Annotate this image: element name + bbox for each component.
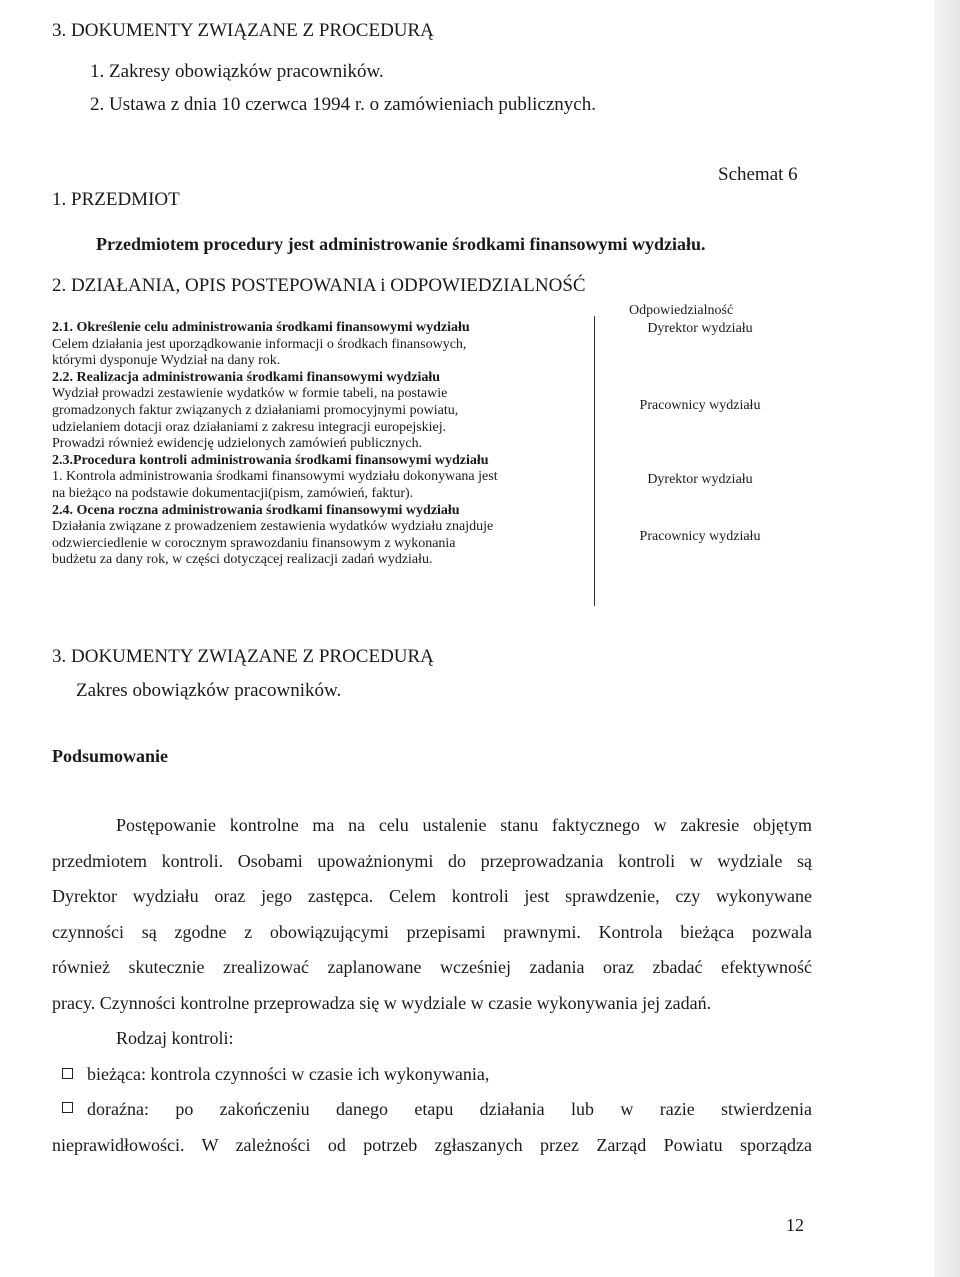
procedure-steps bbox=[52, 320, 592, 569]
step-text: udzielaniem dotacji oraz działaniami z zakresu integracji europejskiej. bbox=[52, 419, 447, 435]
column-divider bbox=[594, 316, 595, 606]
step-title: 2.1. Określenie celu administrowania środkami finansowymi wydziału bbox=[52, 320, 470, 335]
section2-heading: 2. DZIAŁANIA, OPIS POSTEPOWANIA i ODPOWIEDZIALNOŚĆ bbox=[52, 275, 586, 296]
responsible-step-4: Pracownicy wydziału bbox=[639, 529, 761, 544]
checkbox-bullet-icon bbox=[62, 1068, 73, 1079]
summary-line: pracy. Czynności kontrolne przeprowadza się w wydziale w czasie wykonywania jej zadań. bbox=[52, 992, 712, 1013]
step-text: Działania związane z prowadzeniem zestawienia wydatków wydziału znajduje bbox=[52, 519, 494, 535]
schema-label: Schemat 6 bbox=[718, 164, 798, 185]
step-text: budżetu za dany rok, w części dotyczącej realizacji zadań wydziału. bbox=[52, 552, 433, 568]
summary-paragraph bbox=[52, 808, 812, 1163]
step-title: 2.2. Realizacja administrowania środkami finansowymi wydziału bbox=[52, 369, 441, 385]
summary-line: Postępowanie kontrolne ma na celu ustalenie stanu faktycznego w zakresie objętym bbox=[116, 815, 812, 835]
page-edge-shadow bbox=[934, 0, 960, 1277]
section3-top-item-2: 2. Ustawa z dnia 10 czerwca 1994 r. o zamówieniach publicznych. bbox=[90, 94, 596, 115]
section3-bottom-heading: 3. DOKUMENTY ZWIĄZANE Z PROCEDURĄ bbox=[52, 646, 434, 667]
responsibility-header: Odpowiedzialność bbox=[629, 303, 734, 318]
summary-line: nieprawidłowości. W zależności od potrzeb zgłaszanych przez Zarząd Powiatu sporządza bbox=[52, 1134, 812, 1155]
responsible-step-1: Dyrektor wydziału bbox=[647, 321, 753, 336]
summary-heading: Podsumowanie bbox=[52, 746, 169, 766]
responsible-step-3: Dyrektor wydziału bbox=[647, 472, 753, 487]
bullet-item bbox=[52, 1092, 812, 1128]
responsible-step-2: Pracownicy wydziału bbox=[639, 398, 761, 413]
step-title: 2.4. Ocena roczna administrowania środkami finansowymi wydziału bbox=[52, 502, 460, 518]
step-text: którymi dysponuje Wydział na dany rok. bbox=[52, 353, 281, 369]
step-text: gromadzonych faktur związanych z działaniami promocyjnymi powiatu, bbox=[52, 402, 459, 418]
step-text: Wydział prowadzi zestawienie wydatków w formie tabeli, na postawie bbox=[52, 386, 448, 402]
step-text: odzwierciedlenie w corocznym sprawozdaniu finansowym z wykonania bbox=[52, 535, 456, 551]
section3-top-heading: 3. DOKUMENTY ZWIĄZANE Z PROCEDURĄ bbox=[52, 20, 434, 41]
section3-bottom-item: Zakres obowiązków pracowników. bbox=[76, 680, 342, 701]
bullet-text: doraźna: po zakończeniu danego etapu działania lub w razie stwierdzenia bbox=[87, 1099, 812, 1119]
summary-line: Dyrektor wydziału oraz jego zastępca. Celem kontroli jest sprawdzenie, czy wykonywane bbox=[52, 886, 812, 906]
section1-heading: 1. PRZEDMIOT bbox=[52, 189, 180, 210]
summary-line: przedmiotem kontroli. Osobami upoważnionymi do przeprowadzania kontroli w wydziale są bbox=[52, 850, 812, 871]
step-text: Celem działania jest uporządkowanie informacji o środkach finansowych, bbox=[52, 336, 467, 352]
summary-line: również skutecznie zrealizować zaplanowane wcześniej zadania oraz zbadać efektywność bbox=[52, 957, 812, 977]
step-text: Prowadzi również ewidencję udzielonych zamówień publicznych. bbox=[52, 436, 423, 452]
checkbox-bullet-icon bbox=[62, 1102, 73, 1113]
section3-top-item-1: 1. Zakresy obowiązków pracowników. bbox=[90, 61, 384, 82]
page-number: 12 bbox=[786, 1215, 804, 1235]
control-types-label: Rodzaj kontroli: bbox=[116, 1028, 234, 1048]
step-title: 2.3.Procedura kontroli administrowania środkami finansowymi wydziału bbox=[52, 452, 489, 468]
bullet-text: bieżąca: kontrola czynności w czasie ich wykonywania, bbox=[87, 1063, 490, 1084]
step-text: 1. Kontrola administrowania środkami finansowymi wydziału dokonywana jest bbox=[52, 469, 498, 485]
summary-line: czynności są zgodne z obowiązującymi przepisami prawnymi. Kontrola bieżąca pozwala bbox=[52, 921, 812, 942]
section1-subject: Przedmiotem procedury jest administrowanie środkami finansowymi wydziału. bbox=[96, 234, 706, 254]
bullet-item bbox=[52, 1057, 812, 1093]
step-text: na bieżąco na podstawie dokumentacji(pism, zamówień, faktur). bbox=[52, 485, 414, 501]
